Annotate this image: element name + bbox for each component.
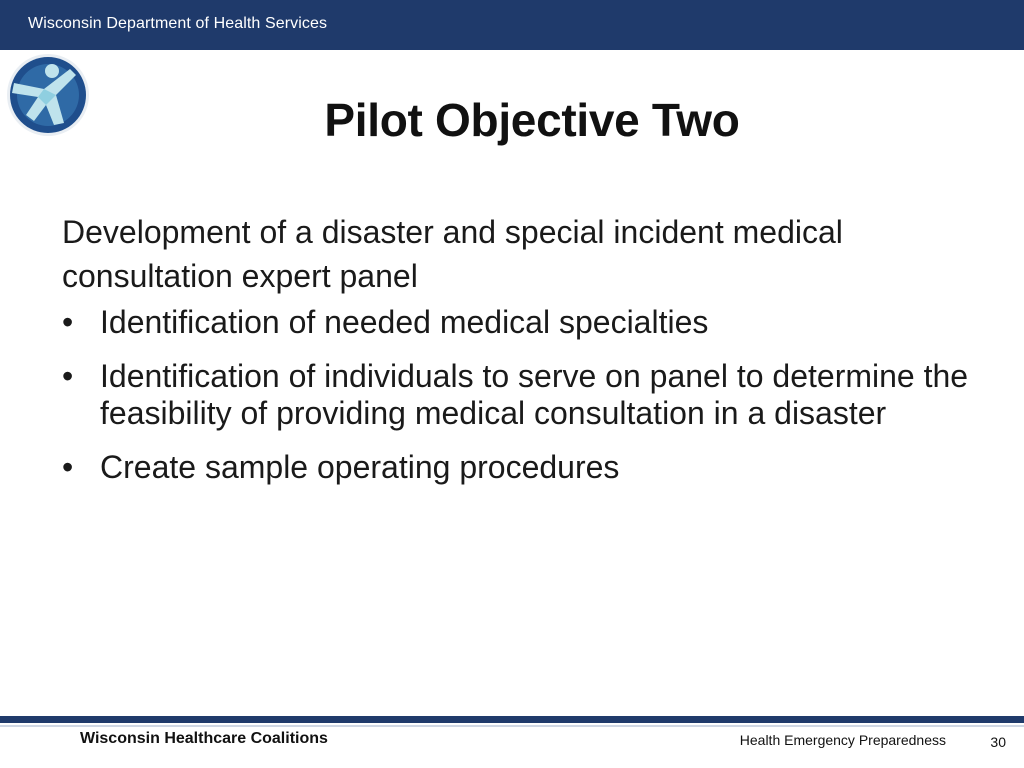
bullet-icon: •	[62, 449, 74, 485]
bullet-icon: •	[62, 358, 74, 394]
organization-name: Wisconsin Department of Health Services	[28, 15, 328, 32]
bullet-text: Create sample operating procedures	[100, 449, 620, 485]
slide-body	[62, 210, 972, 503]
slide-title: Pilot Objective Two	[324, 94, 740, 146]
footer-divider	[0, 716, 1024, 723]
header-bar	[0, 0, 1024, 50]
footer-program-label: Health Emergency Preparedness	[739, 732, 946, 748]
footer-coalition-label: Wisconsin Healthcare Coalitions	[80, 730, 328, 747]
page-number: 30	[990, 734, 1006, 750]
bullet-item	[62, 449, 972, 486]
bullet-item	[62, 358, 972, 432]
lead-paragraph: Development of a disaster and special incident medical consultation expert panel	[62, 214, 843, 294]
footer-divider-thin	[0, 725, 1024, 727]
bullet-item	[62, 304, 972, 341]
bullet-text: Identification of individuals to serve on panel to determine the feasibility of providing medical consultation in a disaster	[100, 358, 969, 431]
bullet-text: Identification of needed medical specialties	[100, 304, 709, 340]
bullet-list	[62, 304, 972, 486]
bullet-icon: •	[62, 304, 74, 340]
